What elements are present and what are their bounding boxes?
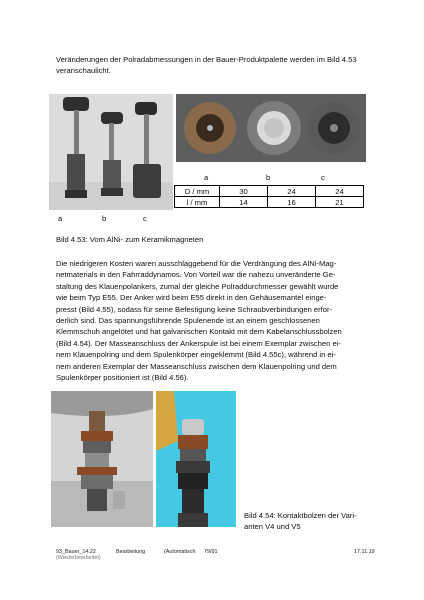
table-cell: 24 — [268, 186, 316, 197]
right-label-c: c — [321, 173, 325, 182]
row-label: l / mm — [175, 197, 220, 208]
table-row — [175, 186, 364, 197]
right-label-b: b — [266, 173, 271, 182]
figure-4-53-left-photo — [49, 94, 173, 210]
figure-4-54-right-photo — [156, 391, 236, 527]
footer-mode: (Automatisch — [164, 549, 196, 555]
contact-bolt-v4-image — [51, 391, 153, 527]
body-line: staltung des Klauenpolankers, zumal der gleiche Polraddurchmesser gewählt wurde — [56, 281, 339, 291]
row-label: D / mm — [175, 186, 220, 197]
polrad-shafts-image — [49, 94, 173, 210]
intro-paragraph: Veränderungen der Polradabmessungen in der Bauer-Produktpalette werden im Bild 4.53 veranschaulicht. — [56, 55, 357, 76]
body-line: wie beim Typ E55. Der Anker wird beim E55 direkt in den Gehäusemantel einge- — [56, 293, 327, 303]
caption-line: Bild 4.54: Kontaktbolzen der Vari- — [244, 511, 357, 520]
footer-file-name: 93_Bauer_14.22 — [56, 549, 96, 555]
body-line: (Bild 4.54). Der Masseanschluss der Ankerspule ist bei einem Exemplar zwischen ei- — [56, 338, 341, 348]
table-cell: 30 — [220, 186, 268, 197]
table-cell: 21 — [316, 197, 364, 208]
footer-file-sub: (Wiederbearbeitet) — [56, 555, 101, 561]
body-paragraph — [56, 258, 386, 383]
table-cell: 16 — [268, 197, 316, 208]
body-line: Klemmschuh angelötet und hat galvanischen Kontakt mit dem Kabelanschlussbolzen — [56, 327, 342, 337]
dimension-table — [174, 185, 364, 208]
footer-status: Bearbeitung — [116, 549, 146, 555]
footer-file — [56, 549, 101, 561]
left-label-a: a — [58, 214, 63, 223]
body-line: presst (Bild 4.55), sodass für seine Befestigung keine Schraubverbindungen erfor- — [56, 304, 333, 314]
body-line: nem Klauenpolring und dem Spulenkörper eingeklemmt (Bild 4.55c), während in ei- — [56, 350, 336, 360]
body-line: nem anderen Exemplar der Masseanschluss zwischen dem Klauenpolring und dem — [56, 361, 337, 371]
body-line: Spulenkörper positioniert ist (Bild 4.56). — [56, 373, 189, 383]
figure-4-53-caption: Bild 4.53: Vom AlNi- zum Keramikmagneten — [56, 235, 204, 244]
figure-4-53-right-photo — [176, 94, 366, 162]
table-cell: 14 — [220, 197, 268, 208]
contact-bolt-v5-image — [156, 391, 236, 527]
figure-4-54-left-photo — [51, 391, 153, 527]
left-label-c: c — [143, 214, 147, 223]
body-line: netmaterials in den Fahrraddynamos. Von Vorteil war die nahezu unveränderte Ge- — [56, 270, 336, 280]
table-row — [175, 197, 364, 208]
footer-date: 17.11.19 — [354, 549, 375, 555]
body-line: derlich sind. Das spannungsführende Spulenende ist an einem geschlossenen — [56, 316, 320, 326]
footer-page: 79/91 — [204, 549, 218, 555]
left-label-b: b — [102, 214, 107, 223]
table-cell: 24 — [316, 186, 364, 197]
right-label-a: a — [204, 173, 209, 182]
polrad-rings-image — [176, 94, 366, 162]
body-line: Die niedrigeren Kosten waren ausschlaggebend für die Verdrängung des AlNi-Mag- — [56, 259, 337, 268]
caption-line: anten V4 und V5 — [244, 522, 301, 532]
figure-4-54-caption — [244, 510, 384, 533]
